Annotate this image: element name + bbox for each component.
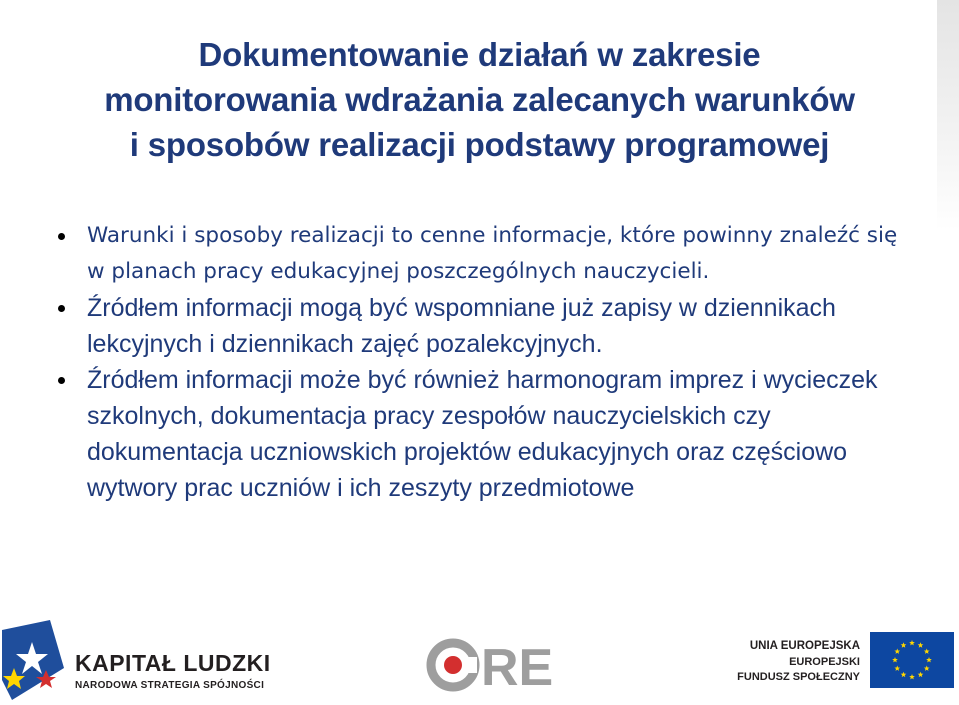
bullet-item bbox=[50, 218, 920, 290]
bullet-item bbox=[50, 362, 920, 506]
kapital-ludzki-subtitle: NARODOWA STRATEGIA SPÓJNOŚCI bbox=[75, 680, 265, 691]
unia-line1: UNIA EUROPEJSKA bbox=[749, 640, 860, 652]
bullet-list bbox=[50, 218, 920, 506]
kapital-ludzki-logo bbox=[75, 650, 271, 691]
bullet-text: Źródłem informacji może być również harmonogram imprez i wycieczek szkolnych, dokumentacja pracy zespołów nauczycielskich czy dokumentacja uczniowskich projektów edukacyjnych oraz częściowo wytwory prac uczniów i ich zeszyty przedmiotowe bbox=[87, 366, 878, 502]
bullet-dot-icon bbox=[58, 233, 65, 240]
title-line: i sposobów realizacji podstawy programowej bbox=[129, 126, 830, 163]
title-line: monitorowania wdrażania zalecanych warunków bbox=[104, 81, 855, 118]
bullet-text: Warunki i sposoby realizacji to cenne informacje, które powinny znaleźć się w planach pracy edukacyjnej poszczególnych nauczycieli. bbox=[87, 223, 898, 284]
kapital-ludzki-emblem-icon bbox=[2, 620, 64, 700]
unia-line3: FUNDUSZ SPOŁECZNY bbox=[737, 671, 860, 683]
title-line: Dokumentowanie działań w zakresie bbox=[198, 36, 761, 73]
ore-logo bbox=[425, 637, 555, 693]
bullet-dot-icon bbox=[58, 305, 65, 312]
corner-shade bbox=[937, 0, 959, 230]
bullet-dot-icon bbox=[58, 377, 65, 384]
eu-flag-icon bbox=[870, 632, 954, 688]
unia-line2: EUROPEJSKI bbox=[789, 656, 860, 668]
footer-logos bbox=[0, 612, 959, 705]
slide-title bbox=[40, 32, 919, 167]
unia-europejska-label bbox=[720, 640, 860, 683]
ore-logo-text: RE bbox=[481, 639, 554, 693]
bullet-item bbox=[50, 290, 920, 362]
kapital-ludzki-title: KAPITAŁ LUDZKI bbox=[75, 650, 271, 676]
bullet-text: Źródłem informacji mogą być wspomniane już zapisy w dziennikach lekcyjnych i dziennikach zajęć pozalekcyjnych. bbox=[87, 294, 836, 358]
